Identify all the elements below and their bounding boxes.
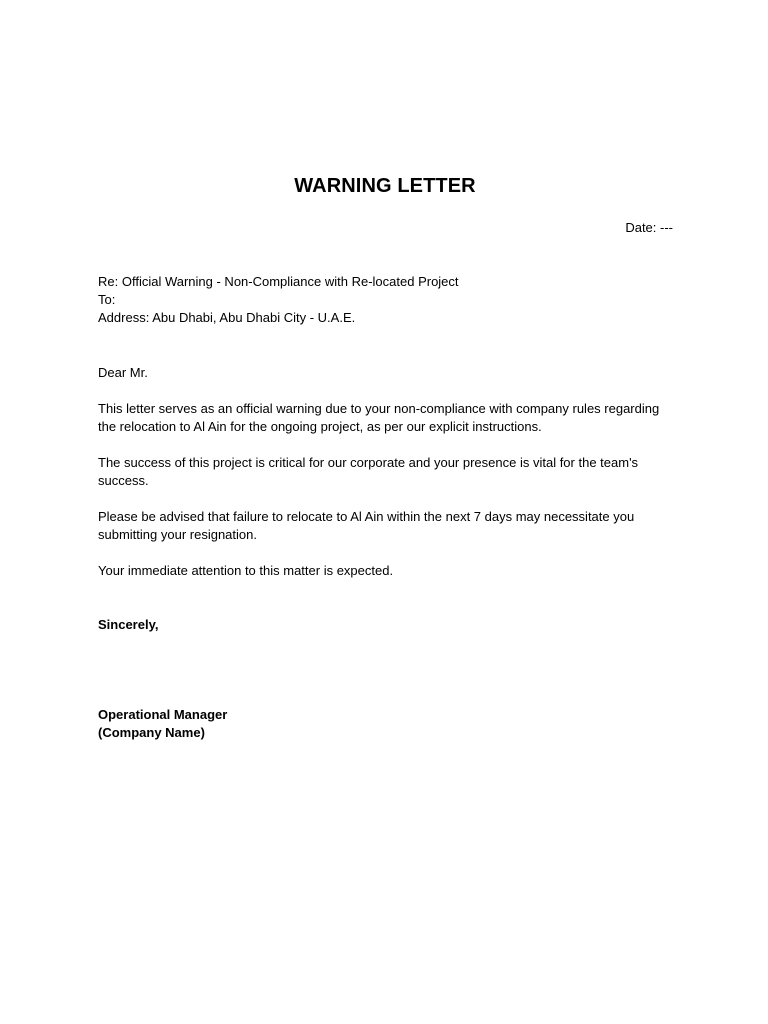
paragraph-line: Please be advised that failure to relocate to Al Ain within the next 7 days may necessitate you bbox=[98, 509, 635, 524]
paragraph-warning bbox=[98, 400, 678, 436]
paragraph-attention: Your immediate attention to this matter is expected. bbox=[98, 563, 394, 578]
subject-line: Re: Official Warning - Non-Compliance with Re-located Project bbox=[98, 274, 459, 289]
signature-role: Operational Manager bbox=[98, 707, 228, 722]
paragraph-importance bbox=[98, 454, 678, 490]
paragraph-line: success. bbox=[98, 473, 149, 488]
letter-title: WARNING LETTER bbox=[294, 175, 476, 197]
closing: Sincerely, bbox=[98, 617, 159, 632]
signature-company: (Company Name) bbox=[98, 725, 205, 740]
paragraph-line: submitting your resignation. bbox=[98, 527, 257, 542]
address-line: Address: Abu Dhabi, Abu Dhabi City - U.A.E. bbox=[98, 310, 356, 325]
to-line: To: bbox=[98, 292, 116, 307]
salutation: Dear Mr. bbox=[98, 365, 148, 380]
paragraph-deadline bbox=[98, 508, 678, 544]
paragraph-line: the relocation to Al Ain for the ongoing project, as per our explicit instructions. bbox=[98, 419, 542, 434]
recipient-block bbox=[98, 273, 678, 327]
paragraph-line: The success of this project is critical for our corporate and your presence is vital for the team's bbox=[98, 455, 639, 470]
letter-date: Date: --- bbox=[625, 220, 673, 235]
signature-block bbox=[98, 706, 678, 742]
paragraph-line: This letter serves as an official warning due to your non-compliance with company rules regarding bbox=[98, 401, 660, 416]
